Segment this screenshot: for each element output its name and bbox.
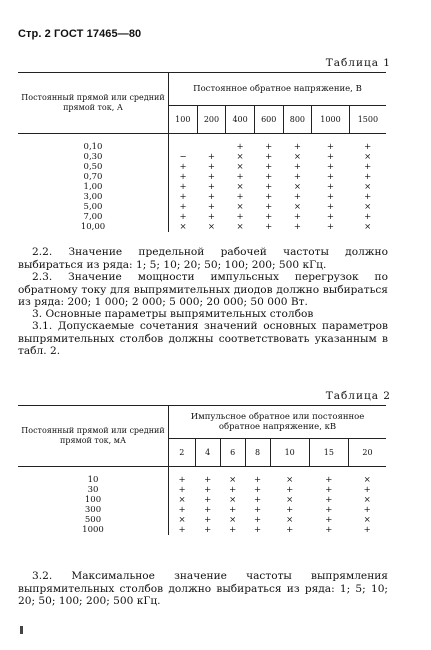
t2-column-header: 4 [195,439,220,467]
table2-row-header: Постоянный прямой или средний прямой ток, мА [18,406,169,467]
t1-mark: + [265,172,273,182]
t1-column-header: 400 [226,106,255,134]
table2 [18,405,386,535]
t2-row-label: 300 [84,505,102,515]
t1-mark [169,142,197,152]
t1-mark: × [236,202,244,212]
paragraph-2-2: 2.2. Значение предельной рабочей частоты должно выбираться из ряда: 1; 5; 10; 20; 50; 100; 200; 500 кГц. [18,246,388,271]
t2-mark: + [254,505,262,515]
t1-row-label: 7,00 [83,212,103,222]
t1-column-header: 600 [254,106,283,134]
t2-row-label: 10 [87,475,99,485]
t1-mark-column [283,134,312,233]
t1-mark: + [179,212,187,222]
t1-mark: + [179,192,187,202]
t2-mark: + [204,505,212,515]
t1-mark: + [179,182,187,192]
t2-mark: + [286,485,294,495]
t2-column-header: 10 [270,439,309,467]
t1-row-label: 5,00 [83,202,103,212]
t2-mark: + [254,525,262,535]
t1-mark: + [293,162,301,172]
t2-mark: × [363,495,371,505]
t1-mark: + [265,162,273,172]
t2-mark-column [309,467,348,536]
t2-mark: + [325,495,333,505]
t1-column-header: 1000 [312,106,350,134]
t1-mark: + [326,192,335,202]
t1-row-label: 0,70 [83,172,103,182]
t2-mark-column [245,467,270,536]
t1-mark: × [236,182,244,192]
t1-mark: + [207,172,216,182]
paragraph-3: 3. Основные параметры выпрямительных столбов [32,308,314,320]
t2-mark: + [178,475,186,485]
t2-mark: + [204,495,212,505]
t1-mark: × [293,202,301,212]
t1-column-header: 100 [169,106,198,134]
t2-mark: + [325,475,333,485]
t1-mark: + [265,202,273,212]
paragraph-3-2: 3.2. Максимальное значение частоты выпрямления выпрямительных столбов должно выбираться из ряда: 1; 5; 10; 20; 50; 100; 200; 500 кГц. [18,570,388,607]
t1-mark-column [349,134,386,233]
t1-row-label: 10,00 [80,222,106,232]
t1-mark: + [326,202,335,212]
t2-mark-column [169,467,196,536]
t1-mark: × [236,222,244,232]
t2-mark: × [363,515,371,525]
t1-mark: + [326,182,335,192]
t1-mark: + [293,192,301,202]
t2-mark: + [229,505,237,515]
t2-mark: + [325,505,333,515]
t2-mark: × [229,495,237,505]
table1-group-header: Постоянное обратное напряжение, В [169,73,387,106]
table2-group-header: Импульсное обратное или постоянное обратное напряжение, кВ [169,406,387,439]
t1-mark: + [326,222,335,232]
t1-mark-column [197,134,226,233]
t2-row-label: 1000 [82,525,104,535]
t2-row-label: 500 [84,515,102,525]
t1-mark: + [293,212,301,222]
t1-column-header: 200 [197,106,226,134]
t2-mark: × [229,475,237,485]
t1-row-label: 1,00 [83,182,103,192]
t1-mark-column [169,134,198,233]
t2-mark-column [220,467,245,536]
t1-mark: + [265,142,273,152]
t2-mark: + [363,525,371,535]
t1-mark: + [207,162,216,172]
t1-mark: × [179,222,187,232]
t1-mark: + [207,152,216,162]
t2-mark: + [254,485,262,495]
t1-column-header: 800 [283,106,312,134]
t1-row-label: 3,00 [83,192,103,202]
t1-mark: × [236,152,244,162]
t2-mark: + [204,515,212,525]
table1 [18,72,386,232]
t2-mark: × [229,515,237,525]
t2-mark: + [178,525,186,535]
t2-mark: + [325,525,333,535]
t2-mark: + [254,495,262,505]
t2-mark-column [348,467,386,536]
paragraph-3-1: 3.1. Допускаемые сочетания значений основных параметров выпрямительных столбов должны соответствовать указанным в табл. 2. [18,320,388,357]
t1-mark: + [265,222,273,232]
t1-mark: + [326,172,335,182]
t2-mark: × [286,515,294,525]
t2-column-header: 8 [245,439,270,467]
t1-mark: + [179,162,187,172]
margin-mark [20,626,23,634]
t1-row-label: 0,10 [83,142,103,152]
t2-mark: + [204,525,212,535]
t2-mark: + [229,525,237,535]
t2-mark: × [178,515,186,525]
t2-row-label: 100 [84,495,102,505]
t1-row-label: 0,30 [83,152,103,162]
t1-mark: + [207,192,216,202]
t1-mark: + [364,212,372,222]
t2-mark: + [254,515,262,525]
t1-mark: + [207,182,216,192]
t2-mark: + [229,485,237,495]
t1-mark: × [207,222,216,232]
t2-mark: + [254,475,262,485]
t1-mark: × [293,152,301,162]
t1-mark-column [254,134,283,233]
t1-mark: − [179,152,187,162]
t1-mark: + [364,162,372,172]
table2-caption: Таблица 2 [325,390,391,402]
t1-mark: + [293,222,301,232]
t1-column-header: 1500 [349,106,386,134]
t1-mark: + [265,182,273,192]
t1-mark: + [207,202,216,212]
t1-mark: + [236,172,244,182]
t2-mark: + [363,485,371,495]
t1-mark: + [326,212,335,222]
t2-mark: + [325,485,333,495]
t2-mark-column [270,467,309,536]
t1-mark: + [265,192,273,202]
t1-mark-column [226,134,255,233]
paragraph-2-3: 2.3. Значение мощности импульсных перегрузок по обратному току для выпрямительных диодов должно выбираться из ряда: 200; 1 000; 2 000; 5 000; 20 000; 50 000 Вт. [18,271,388,308]
t1-mark-column [312,134,350,233]
t1-mark: + [326,162,335,172]
t1-mark: + [236,212,244,222]
t2-mark: + [204,475,212,485]
t2-column-header: 2 [169,439,196,467]
t1-row-label: 0,50 [83,162,103,172]
table1-row-values [18,134,169,233]
t1-mark: + [326,152,335,162]
t1-mark: + [293,172,301,182]
table1-caption: Таблица 1 [325,57,391,69]
t2-mark: + [286,505,294,515]
t2-mark: × [286,495,294,505]
t2-column-header: 15 [309,439,348,467]
t1-mark: + [364,192,372,202]
t2-mark: + [178,505,186,515]
t1-mark: + [179,172,187,182]
t1-mark: + [265,212,273,222]
t2-mark: × [178,495,186,505]
t2-row-label: 30 [87,485,99,495]
t1-mark: + [326,142,335,152]
t1-mark: × [364,182,372,192]
t1-mark: + [207,212,216,222]
t1-mark: + [364,172,372,182]
t2-mark: + [363,505,371,515]
t2-mark: × [286,475,294,485]
t1-mark: + [179,202,187,212]
page-header: Стр. 2 ГОСТ 17465—80 [18,28,142,40]
t1-mark: + [236,142,244,152]
t2-column-header: 6 [220,439,245,467]
t1-mark: × [364,222,372,232]
t2-column-header: 20 [348,439,386,467]
t2-mark: + [204,485,212,495]
t1-mark: × [236,162,244,172]
t1-mark [197,142,226,152]
t2-mark: + [286,525,294,535]
t2-mark: + [325,515,333,525]
t2-mark: + [178,485,186,495]
t1-mark: + [236,192,244,202]
t2-mark: × [363,475,371,485]
t2-mark-column [195,467,220,536]
t1-mark: × [293,182,301,192]
t1-mark: + [293,142,301,152]
t1-mark: + [364,142,372,152]
t1-mark: × [364,202,372,212]
table1-row-header: Постоянный прямой или средний прямой ток, А [18,73,169,134]
table2-row-values [18,467,169,536]
t1-mark: × [364,152,372,162]
t1-mark: + [265,152,273,162]
